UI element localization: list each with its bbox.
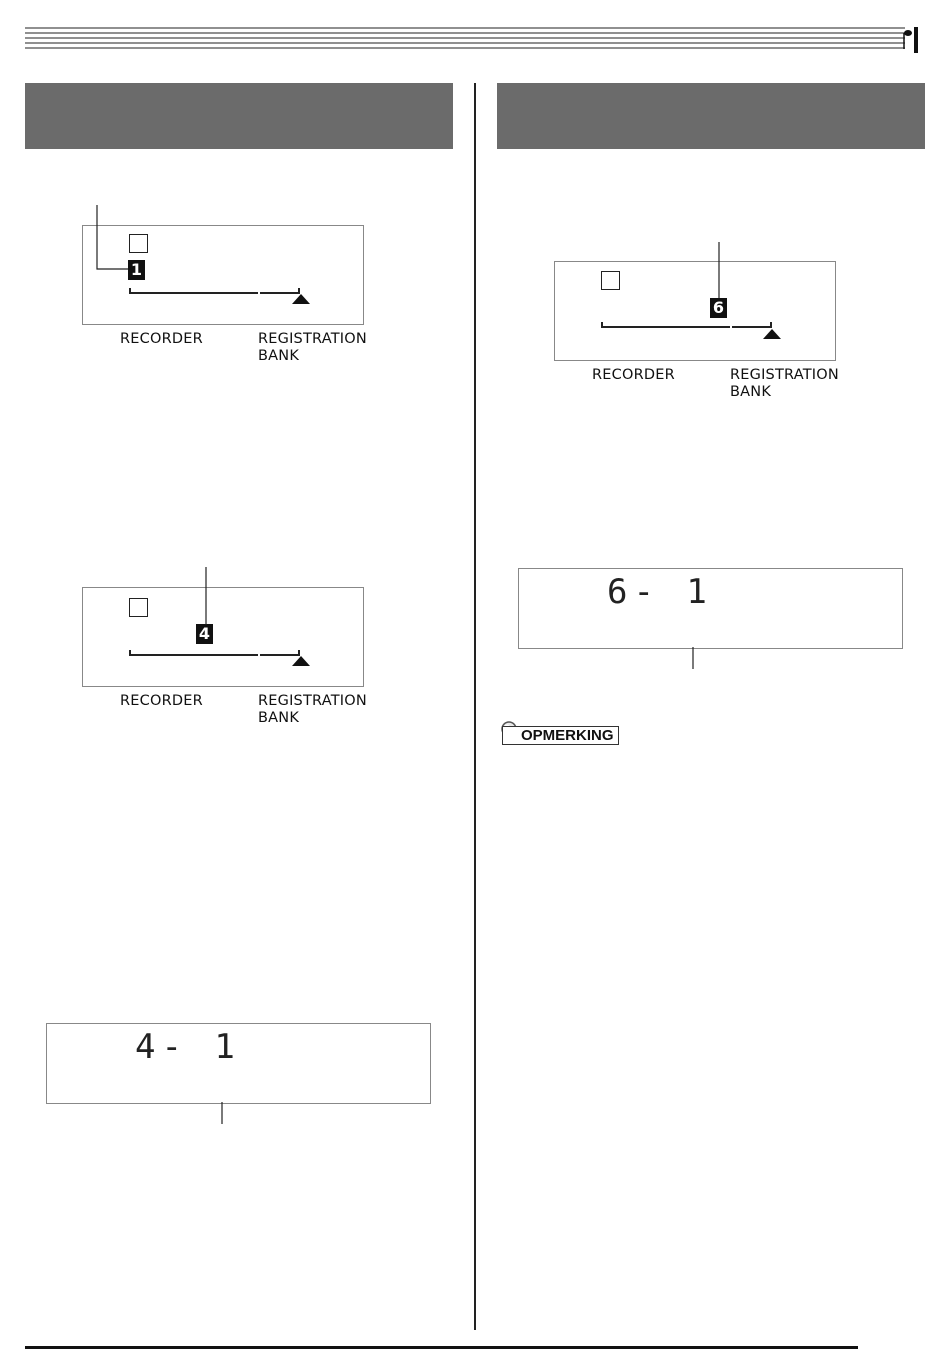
staff-header [25,27,918,53]
registration-label: REGISTRATION [730,367,839,383]
bank-label: BANK [730,384,772,400]
registration-label: REGISTRATION [258,693,367,709]
bank-number-badge: 1 [128,260,145,280]
callout-leader [219,1102,225,1126]
bank-indicator-bar [129,647,313,667]
lcd-panel [554,261,836,361]
bank-label: BANK [258,348,300,364]
bank-label: BANK [258,710,300,726]
lcd-panel [82,587,364,687]
bank-number-badge: 4 [196,624,213,644]
column-divider [474,83,476,1330]
callout-leader [94,205,134,275]
registration-bank-label [730,367,839,401]
triangle-pointer-icon [292,656,310,666]
indicator-square [601,271,620,290]
callout-leader [716,242,722,300]
opmerking-label: OPMERKING [502,726,619,745]
registration-label: REGISTRATION [258,331,367,347]
left-section-header [25,83,453,149]
footer-rule [25,1346,858,1349]
right-section-header [497,83,925,149]
segment-readout: 6- 1 [607,572,713,612]
recorder-label: RECORDER [120,693,203,709]
bank-indicator-bar [129,285,313,305]
recorder-label: RECORDER [120,331,203,347]
recorder-label: RECORDER [592,367,675,383]
triangle-pointer-icon [292,294,310,304]
note-icon [904,30,912,49]
registration-bank-label [258,331,367,365]
triangle-pointer-icon [763,329,781,339]
registration-bank-label [258,693,367,727]
indicator-square [129,598,148,617]
segment-readout: 4- 1 [135,1027,241,1067]
callout-leader [203,567,209,627]
bank-number-badge: 6 [710,298,727,318]
callout-leader [690,647,696,671]
bank-indicator-bar [601,319,785,339]
